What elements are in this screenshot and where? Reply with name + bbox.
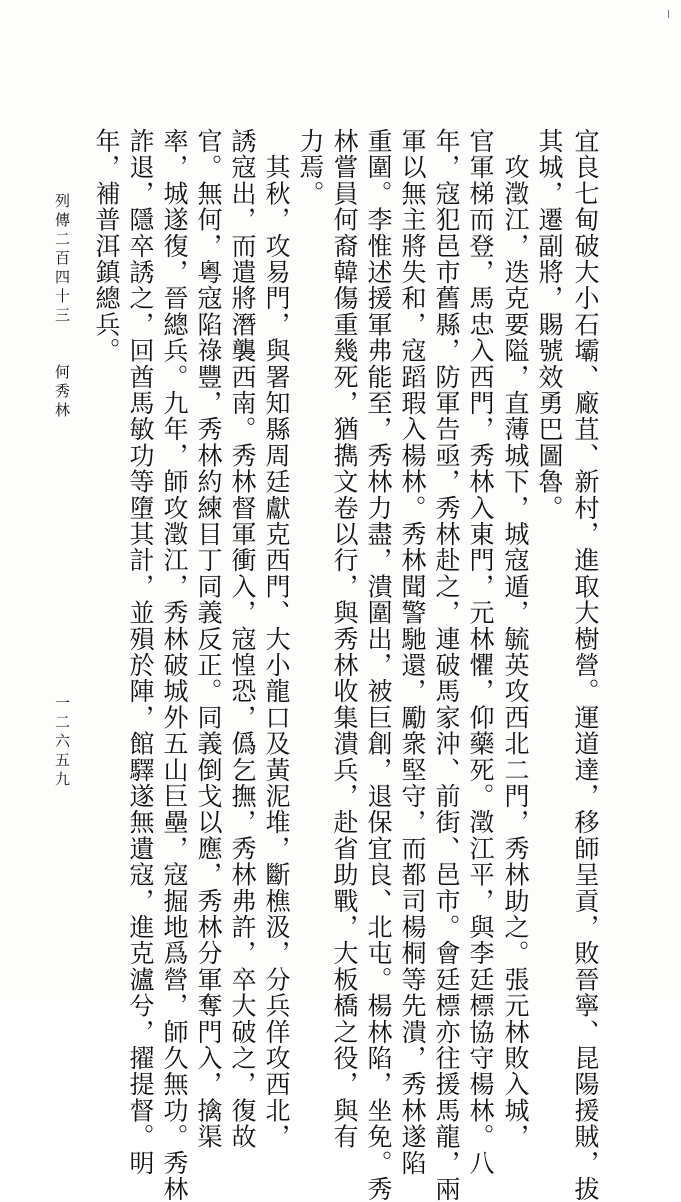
text-column-3: 攻澂江，迭克要隘，直薄城下，城寇遁，毓英攻西北二門，秀林助之。張元林敗入城， [501, 128, 530, 1150]
text-column-12: 官。無何，粵寇陷祿豐，秀林約練目丁同義反正。同義倒戈以應，秀林分軍奪門入，擒渠 [194, 128, 223, 1150]
text-column-10: 其秋，攻易門，與署知縣周廷獻克西門、大小龍口及黃泥堆，斷樵汲，分兵佯攻西北， [262, 128, 291, 1150]
text-column-2: 其城，遷副將，賜號效勇巴圖魯。 [535, 128, 564, 521]
text-column-5: 年，寇犯邑市舊縣，防軍告亟，秀林赴之，連破馬家沖、前街、邑市。會廷標亦往援馬龍，兩 [432, 128, 461, 1202]
text-column-4: 官軍梯而登，馬忠入西門，秀林入東門，元林懼，仰藥死。澂江平，與李廷標協守楊林。八 [466, 128, 495, 1176]
text-column-8: 林嘗員何裔韓傷重幾死，猶擕文卷以行，與秀林收集潰兵，赴省助戰，大板橋之役，與有 [330, 128, 359, 1150]
page-number: 一二六五九 [53, 695, 71, 790]
text-column-7: 重圍。李惟述援軍弗能至，秀林力盡，潰圍出，被巨創，退保宜良、北屯。楊林陷，坐免。秀 [364, 128, 393, 1202]
text-column-14: 詐退，隱卒誘之，回酋馬敏功等墮其計，並殞於陣，館驛遂無遺寇，進克瀘兮，擢提督。明 [126, 128, 155, 1176]
text-column-1: 宜良七甸破大小石壩、廠苴、新村，進取大樹營。運道達，移師呈貢，敗晉寧、昆陽援賊，拔 [571, 128, 600, 1202]
crop-mark-top-right [668, 10, 669, 18]
text-column-11: 誘寇出，而遣將潛襲西南。秀林督軍衝入，寇惶恐，僞乞撫，秀林弗許，卒大破之，復故 [228, 128, 257, 1150]
running-head: 列傳二百四十三 何秀林 [53, 193, 71, 421]
text-column-6: 軍以無主將失和，寇蹈瑕入楊林。秀林聞警馳還，勵衆堅守，而都司楊桐等先潰，秀林遂陷 [398, 128, 427, 1176]
text-column-15: 年，補普洱鎮總兵。 [92, 128, 121, 364]
text-column-13: 率，城遂復，晉總兵。九年，師攻澂江，秀林破城外五山巨壘，寇掘地爲營，師久無功。秀林 [160, 128, 189, 1202]
text-column-9: 力焉。 [296, 128, 325, 207]
